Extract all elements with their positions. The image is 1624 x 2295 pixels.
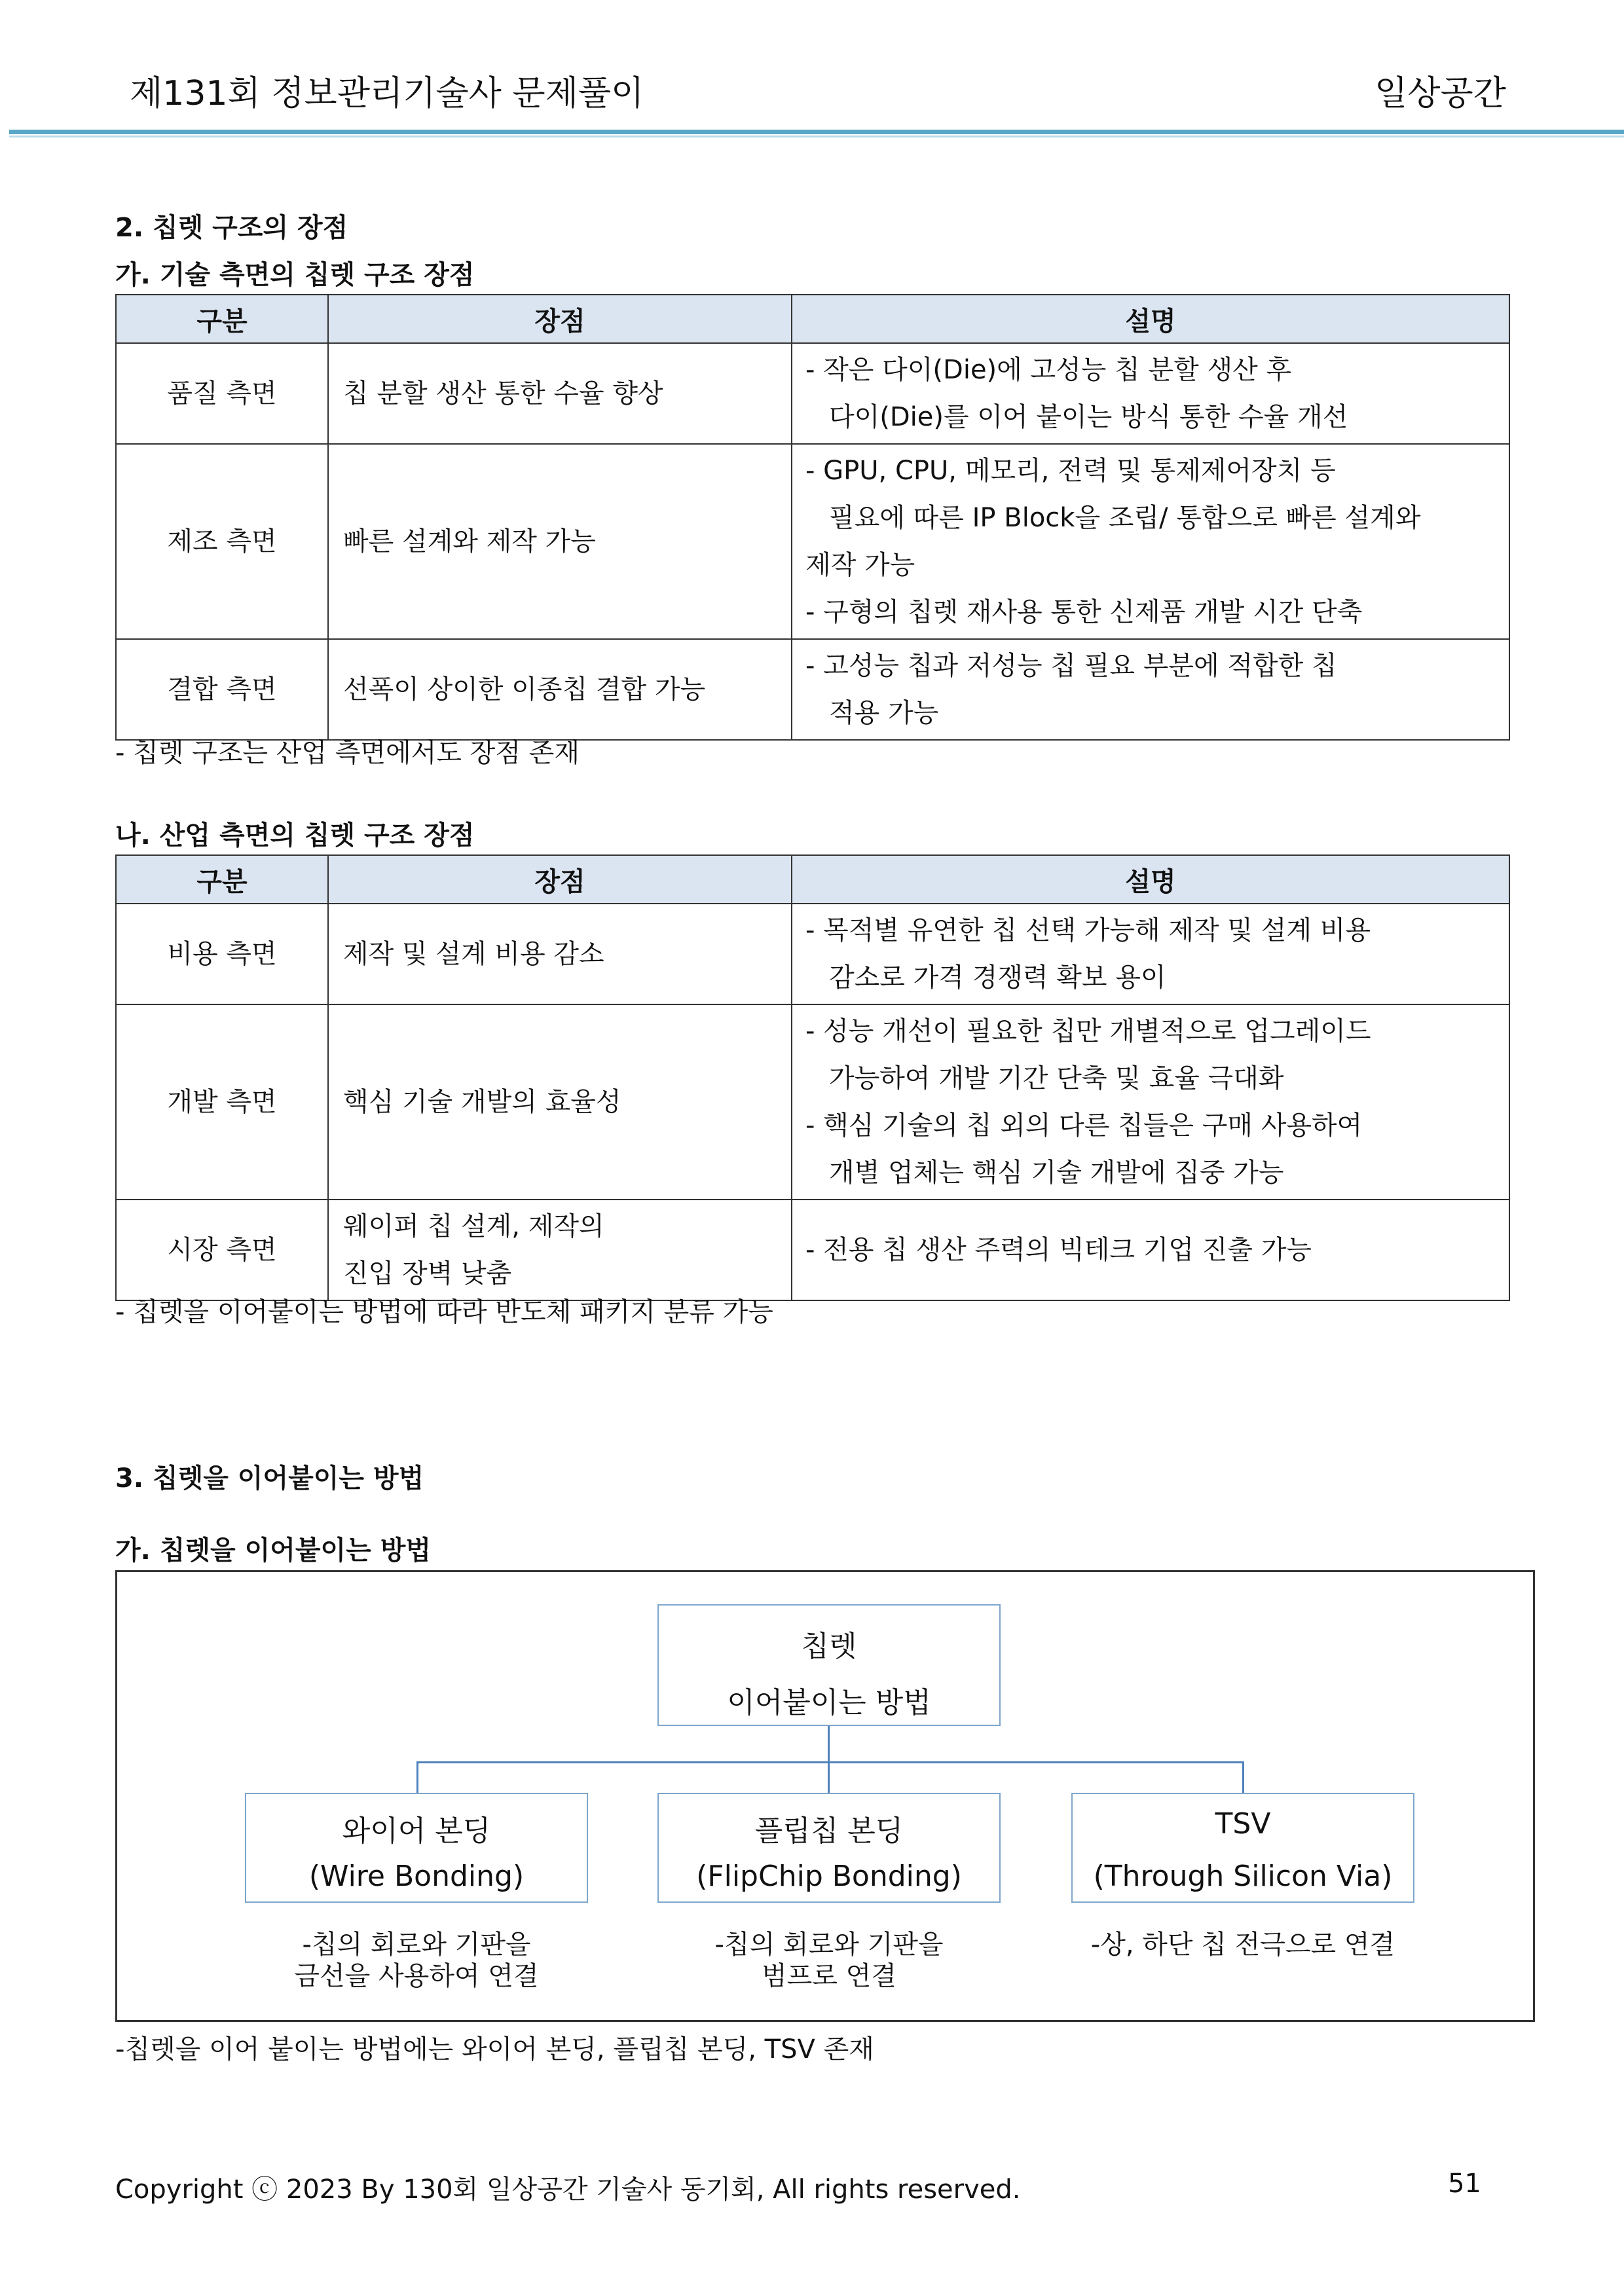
node-name: 와이어 본딩 (342, 1814, 491, 1848)
flipchip-bonding-node (657, 1793, 1001, 1903)
description-line: - 작은 다이(Die)에 고성능 칩 분할 생산 후 (805, 355, 1292, 385)
advantage-text: 선폭이 상이한 이종칩 결합 가능 (343, 674, 706, 705)
section3-note: -칩렛을 이어 붙이는 방법에는 와이어 본딩, 플립칩 본딩, TSV 존재 (115, 2034, 874, 2065)
root-node-label: 이어붙이는 방법 (727, 1686, 931, 1719)
category-cell: 비용 측면 (116, 904, 328, 1004)
category-cell: 제조 측면 (116, 444, 328, 639)
description-line: - 핵심 기술의 칩 외의 다른 칩들은 구매 사용하여 (805, 1111, 1363, 1141)
description-line: - 전용 칩 생산 주력의 빅테크 기업 진출 가능 (805, 1235, 1312, 1265)
column-header: 설명 (792, 295, 1509, 343)
category-cell: 시장 측면 (116, 1200, 328, 1300)
table-row (116, 639, 1509, 740)
tsv-node (1071, 1793, 1414, 1903)
category-cell: 개발 측면 (116, 1004, 328, 1200)
section3-sub-a-heading: 가. 칩렛을 이어붙이는 방법 (115, 1535, 432, 1566)
table-header-row (116, 855, 1509, 904)
page-number: 51 (1448, 2169, 1481, 2199)
section2-heading: 2. 칩렛 구조의 장점 (115, 213, 348, 243)
advantage-text: 웨이퍼 칩 설계, 제작의 (343, 1211, 604, 1241)
advantage-cell (328, 343, 792, 444)
description-line: 필요에 따른 IP Block을 조립/ 통합으로 빠른 설계와 (829, 503, 1421, 533)
section2-sub-a-note: - 칩렛 구조는 산업 측면에서도 장점 존재 (115, 738, 580, 768)
description-line: -칩의 회로와 기판을 (714, 1930, 944, 1960)
description-line: - 구형의 칩렛 재사용 통한 신제품 개발 시간 단축 (805, 597, 1363, 627)
root-node-label: 칩렛 (801, 1630, 857, 1663)
column-header: 장점 (328, 295, 792, 343)
advantage-cell (328, 904, 792, 1004)
advantage-text: 진입 장벽 낮춤 (343, 1258, 512, 1289)
node-name: TSV (1215, 1807, 1271, 1841)
advantage-text: 핵심 기술 개발의 효율성 (343, 1087, 621, 1117)
tech-advantages-table (115, 294, 1510, 741)
wire-bonding-node (245, 1793, 588, 1903)
advantage-text: 제작 및 설계 비용 감소 (343, 939, 604, 969)
advantage-text: 칩 분할 생산 통한 수율 향상 (343, 378, 663, 409)
connector-line (828, 1726, 830, 1763)
description-line: - GPU, CPU, 메모리, 전력 및 통제제어장치 등 (805, 456, 1336, 486)
description-cell (792, 444, 1509, 639)
connector-line (416, 1761, 418, 1793)
table-row (116, 343, 1509, 444)
description-line: 개별 업체는 핵심 기술 개발에 집중 가능 (829, 1158, 1284, 1188)
description-line: - 고성능 칩과 저성능 칩 필요 부분에 적합한 칩 (805, 651, 1337, 681)
header-org: 일상공간 (1375, 74, 1506, 113)
tsv-description (1071, 1929, 1414, 1960)
copyright-footer: Copyright ⓒ 2023 By 130회 일상공간 기술사 동기회, All rights reserved. (115, 2175, 1021, 2205)
advantage-cell (328, 444, 792, 639)
category-cell: 품질 측면 (116, 343, 328, 444)
column-header: 장점 (328, 855, 792, 904)
table-row (116, 444, 1509, 639)
section2-sub-b-heading: 나. 산업 측면의 칩렛 구조 장점 (115, 820, 475, 851)
header-rule (9, 130, 1624, 134)
advantage-cell (328, 1004, 792, 1200)
document-title: 제131회 정보관리기술사 문제풀이 (130, 74, 644, 113)
connector-line (416, 1761, 1244, 1763)
section2-sub-a-heading: 가. 기술 측면의 칩렛 구조 장점 (115, 260, 475, 290)
table-header-row (116, 295, 1509, 343)
column-header: 구분 (116, 855, 328, 904)
node-english-name: (Wire Bonding) (308, 1860, 525, 1893)
description-line: 적용 가능 (829, 698, 939, 728)
table-row (116, 1200, 1509, 1300)
industry-advantages-table (115, 854, 1510, 1301)
description-line: - 목적별 유연한 칩 선택 가능해 제작 및 설계 비용 (805, 915, 1371, 946)
description-line: 제작 가능 (805, 550, 915, 580)
node-english-name: (Through Silicon Via) (1093, 1860, 1393, 1893)
advantage-cell (328, 639, 792, 740)
category-cell: 결합 측면 (116, 639, 328, 740)
node-name: 플립칩 본딩 (754, 1814, 904, 1848)
description-line: 금선을 사용하여 연결 (294, 1961, 539, 1991)
description-line: 범프로 연결 (762, 1961, 896, 1991)
wire-bonding-description (245, 1929, 588, 1992)
description-cell (792, 1200, 1509, 1300)
table-row (116, 904, 1509, 1004)
flipchip-bonding-description (657, 1929, 1001, 1992)
advantage-cell (328, 1200, 792, 1300)
column-header: 구분 (116, 295, 328, 343)
advantage-text: 빠른 설계와 제작 가능 (343, 526, 596, 557)
connector-line (828, 1761, 830, 1793)
description-cell (792, 639, 1509, 740)
description-line: -칩의 회로와 기판을 (302, 1930, 531, 1960)
section3-heading: 3. 칩렛을 이어붙이는 방법 (115, 1463, 424, 1494)
section2-sub-b-note: - 칩렛을 이어붙이는 방법에 따라 반도체 패키지 분류 가능 (115, 1297, 773, 1327)
description-line: 감소로 가격 경쟁력 확보 용이 (829, 963, 1166, 993)
node-english-name: (FlipChip Bonding) (696, 1860, 962, 1893)
description-line: 다이(Die)를 이어 붙이는 방식 통한 수율 개선 (829, 402, 1348, 432)
diagram-root-node (657, 1604, 1001, 1726)
description-line: - 성능 개선이 필요한 칩만 개별적으로 업그레이드 (805, 1016, 1371, 1046)
description-cell (792, 343, 1509, 444)
description-cell (792, 904, 1509, 1004)
connector-line (1242, 1761, 1244, 1793)
header-rule-shadow (9, 136, 1624, 138)
column-header: 설명 (792, 855, 1509, 904)
table-row (116, 1004, 1509, 1200)
description-cell (792, 1004, 1509, 1200)
description-line: -상, 하단 칩 전극으로 연결 (1090, 1930, 1395, 1960)
description-line: 가능하여 개발 기간 단축 및 효율 극대화 (829, 1063, 1284, 1093)
